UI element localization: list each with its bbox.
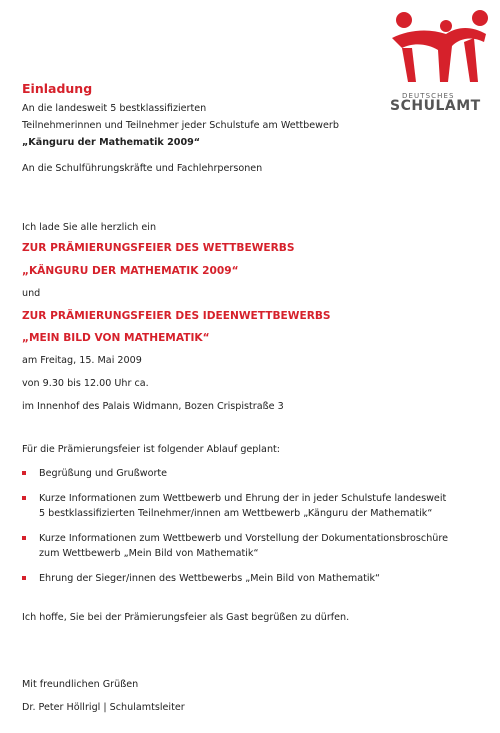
agenda-intro: Für die Prämierungsfeier ist folgender Ablauf geplant: (22, 444, 281, 455)
intro-text: Ich lade Sie alle herzlich ein (22, 222, 157, 233)
recipients-secondary: An die Schulführungskräfte und Fachlehrpersonen (22, 163, 263, 174)
bullet-icon (22, 576, 26, 580)
event-2-subheading: „MEIN BILD VON MATHEMATIK“ (22, 332, 210, 344)
agenda-item-line-1: Ehrung der Sieger/innen des Wettbewerbs „Mein Bild von Mathematik“ (39, 573, 381, 584)
letter-title: Einladung (22, 81, 93, 96)
recipients-line-1: An die landesweit 5 bestklassifizierten (22, 103, 207, 114)
event-date: am Freitag, 15. Mai 2009 (22, 355, 142, 366)
agenda-item-line-1: Begrüßung und Grußworte (39, 468, 168, 479)
agenda-list (22, 466, 482, 586)
deutsches-schulamt-logo (388, 8, 492, 114)
logo-text-schulamt: SCHULAMT (390, 98, 481, 114)
event-1-heading: ZUR PRÄMIERUNGSFEIER DES WETTBEWERBS (22, 242, 295, 254)
regards-text: Mit freundlichen Grüßen (22, 679, 139, 690)
event-time: von 9.30 bis 12.00 Uhr ca. (22, 378, 149, 389)
list-item (22, 466, 482, 481)
event-2-heading: ZUR PRÄMIERUNGSFEIER DES IDEENWETTBEWERBS (22, 310, 331, 322)
recipients-line-2: Teilnehmerinnen und Teilnehmer jeder Schulstufe am Wettbewerb (22, 120, 339, 131)
agenda-item-line-2: zum Wettbewerb „Mein Bild von Mathematik“ (39, 548, 259, 559)
list-item (22, 571, 482, 586)
agenda-item-line-1: Kurze Informationen zum Wettbewerb und Ehrung der in jeder Schulstufe landesweit (39, 493, 447, 504)
and-text: und (22, 288, 41, 299)
figures-logo-graphic (388, 8, 492, 92)
agenda-item-line-2: 5 bestklassifizierten Teilnehmer/innen am Wettbewerb „Känguru der Mathematik“ (39, 508, 433, 519)
logo-text-deutsches: DEUTSCHES (402, 92, 455, 100)
bullet-icon (22, 496, 26, 500)
bullet-icon (22, 536, 26, 540)
event-place: im Innenhof des Palais Widmann, Bozen Crispistraße 3 (22, 401, 284, 412)
recipients-line-3: „Känguru der Mathematik 2009“ (22, 137, 201, 148)
agenda-item-line-1: Kurze Informationen zum Wettbewerb und Vorstellung der Dokumentationsbroschüre (39, 533, 448, 544)
event-1-subheading: „KÄNGURU DER MATHEMATIK 2009“ (22, 265, 239, 277)
signature-text: Dr. Peter Höllrigl | Schulamtsleiter (22, 702, 185, 713)
list-item (22, 531, 482, 561)
closing-text: Ich hoffe, Sie bei der Prämierungsfeier als Gast begrüßen zu dürfen. (22, 612, 350, 623)
bullet-icon (22, 471, 26, 475)
list-item (22, 491, 482, 521)
